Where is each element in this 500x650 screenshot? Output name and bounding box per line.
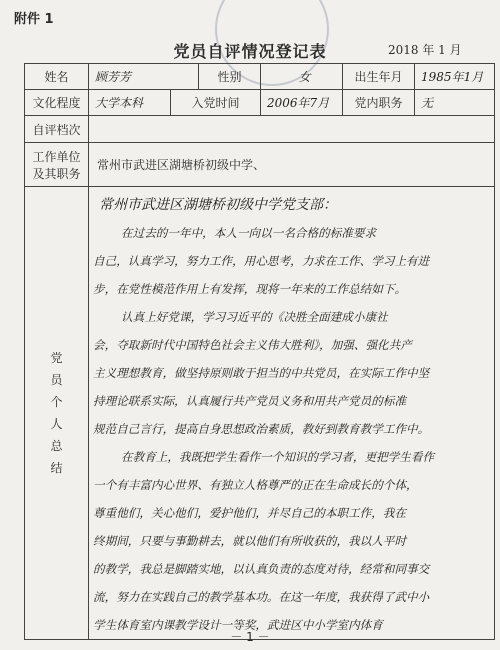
self-grade-label: 自评档次	[25, 116, 89, 143]
name-value: 顾芳芳	[89, 64, 199, 90]
form-date: 2018 年 1 月	[388, 43, 462, 57]
education-value: 大学本科	[89, 90, 171, 116]
work-unit-label	[25, 143, 89, 187]
summary-line: 尊重他们，关心他们，爱护他们，并尽自己的本职工作，我在	[93, 506, 407, 520]
summary-line: 自己，认真学习，努力工作，用心思考，力求在工作、学习上有进	[93, 254, 430, 268]
attachment-label: 附件 1	[14, 12, 54, 27]
summary-line: 学生体育室内课教学设计一等奖，武进区中小学室内体育	[93, 618, 383, 632]
summary-heading: 常州市武进区湖塘桥初级中学党支部：	[99, 197, 337, 213]
page-title: 党员自评情况登记表	[173, 42, 327, 61]
work-unit-label-line1: 工作单位	[32, 149, 81, 164]
name-label: 姓名	[25, 64, 89, 90]
summary-line: 规范自己言行，提高自身思想政治素质，教好到教育教学工作中。	[93, 422, 430, 436]
summary-label-char: 结	[50, 461, 63, 475]
join-date-label: 入党时间	[171, 90, 261, 116]
page-number: － 1 －	[230, 630, 270, 644]
summary-label-char: 员	[50, 373, 63, 387]
party-position-label: 党内职务	[343, 90, 415, 116]
birth-label: 出生年月	[343, 64, 415, 90]
summary-label-char: 个	[50, 395, 63, 409]
work-unit-label-line2: 及其职务	[32, 166, 81, 181]
gender-label: 性别	[199, 64, 261, 90]
education-label: 文化程度	[25, 90, 89, 116]
summary-line: 在过去的一年中，本人一向以一名合格的标准要求	[121, 226, 377, 240]
summary-line: 一个有丰富内心世界、有独立人格尊严的正在生命成长的个体，	[93, 478, 418, 492]
summary-label-char: 党	[50, 351, 63, 365]
summary-line: 持理论联系实际，认真履行共产党员义务和用共产党员的标准	[93, 394, 407, 408]
work-unit-value: 常州市武进区湖塘桥初级中学、	[89, 143, 495, 187]
summary-label-char: 人	[50, 417, 63, 431]
summary-label-char: 总	[50, 439, 63, 453]
registration-form-table	[24, 63, 495, 640]
party-position-value: 无	[415, 90, 495, 116]
summary-line: 的教学，我总是脚踏实地，以认真负责的态度对待，经常和同事交	[93, 562, 430, 576]
join-date-value: 2006年7月	[261, 90, 343, 116]
summary-line: 流，努力在实践自己的教学基本功。在这一年度，我获得了武中小	[93, 590, 430, 604]
summary-text	[93, 191, 488, 639]
gender-value: 女	[261, 64, 343, 90]
personal-summary-content	[89, 187, 495, 640]
summary-line: 终期间，只要与事勤耕去，就以他们有所收获的，我以人平时	[93, 534, 407, 548]
summary-line: 认真上好党课，学习习近平的《决胜全面建成小康社	[121, 310, 388, 324]
summary-line: 步，在党性模范作用上有发挥，现将一年来的工作总结如下。	[93, 282, 407, 296]
personal-summary-label	[25, 187, 89, 640]
birth-value: 1985年1月	[415, 64, 495, 90]
self-grade-value	[89, 116, 495, 143]
summary-line: 会，夺取新时代中国特色社会主义伟大胜利》，加强、强化共产	[93, 338, 412, 352]
summary-line: 主义理想教育，做坚持原则敢于担当的中共党员，在实际工作中坚	[93, 366, 430, 380]
summary-line: 在教育上，我既把学生看作一个知识的学习者，更把学生看作	[121, 450, 435, 464]
